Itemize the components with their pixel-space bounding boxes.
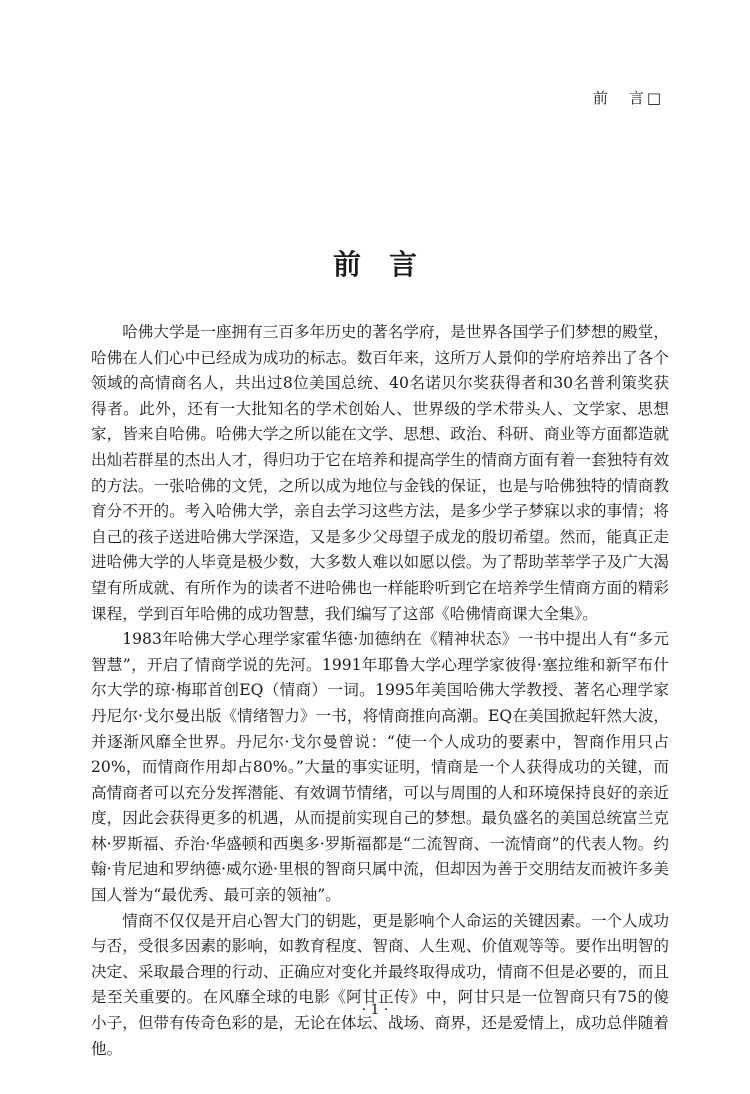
paragraph-3: 情商不仅仅是开启心智大门的钥匙，更是影响个人命运的关键因素。一个人成功与否，受很多因素的影响，如教育程度、智商、人生观、价值观等等。要作出明智的决定、采取最合理的行动、正确应对变化并最终取得成功，情商不但是必要的，而且是至关重要的。在风靡全球的电影《阿甘正传》中，阿甘只是一位智商只有75的傻小子，但带有传奇色彩的是，无论在体坛、战场、商界，还是爱情上，成功总伴随着他。 — [91, 911, 669, 1058]
paragraph-2: 1983年哈佛大学心理学家霍华德·加德纳在《精神状态》一书中提出人有“多元智慧”，开启了情商学说的先河。1991年耶鲁大学心理学家彼得·塞拉维和新罕布什尔大学的琼·梅耶首创EQ（情商）一词。1995年美国哈佛大学教授、著名心理学家丹尼尔·戈尔曼出版《情绪智力》一书，将情商推向高潮。EQ在美国掀起轩然大波，并逐渐风靡全世界。丹尼尔·戈尔曼曾说：“使一个人成功的要素中，智商作用只占20%，而情商作用却占80%。”大量的事实证明，情商是一个人获得成功的关键，而高情商者可以充分发挥潜能、有效调节情绪，可以与周围的人和环境保持良好的亲近度，因此会获得更多的机遇，从而提前实现自己的梦想。最负盛名的美国总统富兰克林·罗斯福、乔治·华盛顿和西奥多·罗斯福都是“二流智商、一流情商”的代表人物。约翰·肯尼迪和罗纳德·威尔逊·里根的智商只属中流，但却因为善于交朋结友而被许多美国人誉为“最优秀、最可亲的领袖”。 — [91, 630, 669, 905]
body-text — [91, 320, 669, 1062]
page-title: 前言 — [332, 247, 445, 281]
paragraph-1: 哈佛大学是一座拥有三百多年历史的著名学府，是世界各国学子们梦想的殿堂，哈佛在人们心中已经成为成功的标志。数百年来，这所万人景仰的学府培养出了各个领域的高情商名人，共出过8位美国总统、40名诺贝尔奖获得者和30名普利策奖获得者。此外，还有一大批知名的学术创始人、世界级的学术带头人、文学家、思想家，皆来自哈佛。哈佛大学之所以能在文学、思想、政治、科研、商业等方面都造就出灿若群星的杰出人才，得归功于它在培养和提高学生的情商方面有着一套独特有效的方法。一张哈佛的文凭，之所以成为地位与金钱的保证，也是与哈佛独特的情商教育分不开的。考入哈佛大学，亲自去学习这些方法，是多少学子梦寐以求的事情；将自己的孩子送进哈佛大学深造，又是多少父母望子成龙的殷切希望。然而，能真正走进哈佛大学的人毕竟是极少数，大多数人难以如愿以偿。为了帮助莘莘学子及广大渴望有所成就、有所作为的读者不进哈佛也一样能聆听到它在培养学生情商方面的精彩课程，学到百年哈佛的成功智慧，我们编写了这部《哈佛情商课大全集》。 — [91, 323, 669, 623]
running-header: 前 言□ — [592, 89, 664, 107]
page-number: · 1 · — [361, 1002, 389, 1018]
